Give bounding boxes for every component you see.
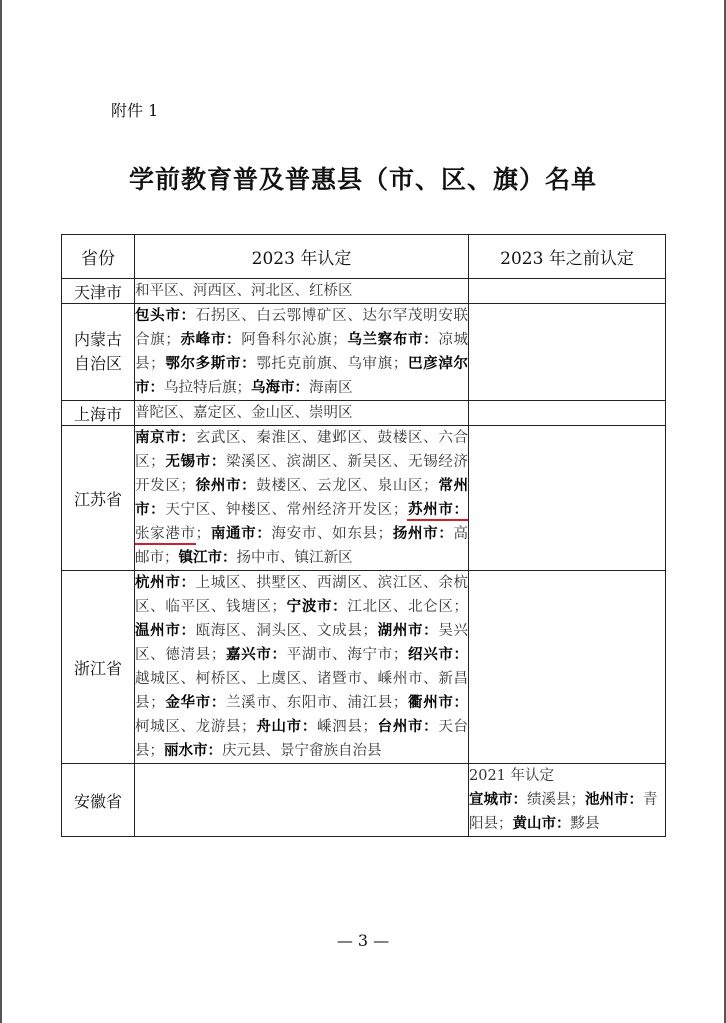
city-label: 包头市： xyxy=(135,307,196,324)
city-label: 衢州市： xyxy=(407,694,469,711)
city-label: 无锡市： xyxy=(164,453,227,470)
highlighted-entry: 张家港市 xyxy=(135,526,196,545)
highlighted-entry: 苏州市： xyxy=(407,501,468,521)
district-list: 海南区 xyxy=(309,380,353,396)
district-list: 嵊泗县； xyxy=(317,719,378,735)
province-cell xyxy=(62,401,135,426)
district-list: 2021 年认定 xyxy=(469,768,555,784)
district-list: 乌拉特后旗； xyxy=(164,380,251,396)
district-list: 玄武区、秦淮区、建邺区、鼓楼区、六合区； xyxy=(135,430,469,470)
city-label: 池州市： xyxy=(585,791,643,808)
city-label: 黄山市： xyxy=(512,815,571,832)
county-list-table xyxy=(61,234,666,837)
table-row xyxy=(62,401,666,426)
city-label: 舟山市： xyxy=(255,718,318,735)
recognized-before-2023-cell xyxy=(469,571,666,764)
district-list: 江北区、北仑区； xyxy=(347,599,469,615)
province-cell xyxy=(62,571,135,764)
city-label: 杭州市： xyxy=(135,574,196,591)
district-list: 越城区、柯桥区、上虞区、诸暨市、嵊州市、新昌县； xyxy=(135,671,468,711)
district-list: 扬中市、镇江新区 xyxy=(236,550,353,566)
province-name: 安徽省 xyxy=(73,791,122,811)
city-label: 宁波市： xyxy=(286,598,348,615)
city-label: 南通市： xyxy=(210,525,272,542)
table-row xyxy=(62,764,666,837)
province-name: 天津市 xyxy=(73,282,122,302)
district-list: 吴兴区、德清县； xyxy=(135,623,469,663)
district-list: 青阳县； xyxy=(469,792,658,832)
table-row xyxy=(62,571,666,764)
city-label: 嘉兴市： xyxy=(225,646,287,663)
district-list: 绩溪县； xyxy=(527,792,585,808)
district-list: 平湖市、海宁市； xyxy=(286,647,408,663)
recognized-2023-cell xyxy=(135,426,469,571)
city-label: 徐州市： xyxy=(195,477,257,494)
city-label: 扬州市： xyxy=(392,525,454,542)
district-list: 柯城区、龙游县； xyxy=(135,719,256,735)
district-list: 和平区、河西区、河北区、红桥区 xyxy=(135,283,353,299)
province-name: 江苏省 xyxy=(73,489,122,509)
district-list: 兰溪市、东阳市、浦江县； xyxy=(226,695,408,711)
district-list: 天宁区、钟楼区、常州经济开发区； xyxy=(165,502,408,518)
table-header-row xyxy=(62,235,666,279)
province-name-line: 内蒙古 xyxy=(73,330,122,349)
city-label: 鄂尔多斯市： xyxy=(164,355,257,372)
recognized-2023-cell xyxy=(135,764,469,837)
city-label: 金华市： xyxy=(164,694,227,711)
city-label: 湖州市： xyxy=(377,622,439,639)
page-edge-left xyxy=(0,0,2,1023)
city-label: 乌海市： xyxy=(251,379,309,396)
province-cell xyxy=(62,279,135,304)
district-list: 天台县； xyxy=(135,719,469,759)
district-list: 鄂托克前旗、乌审旗； xyxy=(256,356,408,372)
header-before-2023: 2023 年之前认定 xyxy=(469,235,666,279)
province-name: 浙江省 xyxy=(73,658,122,678)
city-label: 常州市： xyxy=(135,477,469,518)
province-cell xyxy=(62,764,135,837)
district-list: 梁溪区、滨湖区、新吴区、无锡经济开发区； xyxy=(135,454,469,494)
district-list: 阿鲁科尔沁旗； xyxy=(241,332,347,348)
city-label: 乌兰察布市： xyxy=(346,331,439,348)
recognized-2023-cell xyxy=(135,401,469,426)
province-cell xyxy=(62,304,135,401)
table-row xyxy=(62,304,666,401)
district-list: 高邮市； xyxy=(135,526,469,566)
city-label: 巴彦淖尔市： xyxy=(135,355,469,396)
district-list: 庆元县、景宁畲族自治县 xyxy=(222,743,382,759)
header-province: 省份 xyxy=(62,235,135,279)
city-label: 南京市： xyxy=(135,429,196,446)
district-list: 瓯海区、洞头区、文成县； xyxy=(195,623,378,639)
recognized-2023-cell xyxy=(135,304,469,401)
province-name: 上海市 xyxy=(73,404,122,424)
province-cell xyxy=(62,426,135,571)
attachment-label: 附件 1 xyxy=(111,101,159,120)
recognized-before-2023-cell xyxy=(469,304,666,401)
header-2023: 2023 年认定 xyxy=(135,235,469,279)
district-list: 海安市、如东县； xyxy=(271,526,393,542)
city-label: 赤峰市： xyxy=(179,331,242,348)
district-list: ； xyxy=(195,526,211,542)
city-label: 镇江市： xyxy=(178,549,237,566)
district-list: 凉城县； xyxy=(135,332,469,372)
city-label: 台州市： xyxy=(377,718,439,735)
district-list: 黟县 xyxy=(570,816,600,832)
recognized-2023-cell xyxy=(135,571,469,764)
table-row xyxy=(62,279,666,304)
city-label: 绍兴市： xyxy=(407,646,469,663)
page-title: 学前教育普及普惠县（市、区、旗）名单 xyxy=(128,165,597,194)
table-row xyxy=(62,426,666,571)
recognized-before-2023-cell xyxy=(469,279,666,304)
city-label: 温州市： xyxy=(135,622,196,639)
city-label: 宣城市： xyxy=(469,791,527,808)
recognized-before-2023-cell xyxy=(469,426,666,571)
district-list: 鼓楼区、云龙区、泉山区； xyxy=(256,478,438,494)
district-list: 普陀区、嘉定区、金山区、崇明区 xyxy=(135,405,353,421)
district-list: 石拐区、白云鄂博矿区、达尔罕茂明安联合旗； xyxy=(135,308,469,348)
province-name-line: 自治区 xyxy=(73,354,122,373)
recognized-2023-cell xyxy=(135,279,469,304)
city-label: 丽水市： xyxy=(164,742,222,759)
recognized-before-2023-cell xyxy=(469,401,666,426)
page-number: — 3 — xyxy=(336,931,390,950)
district-list: 上城区、拱墅区、西湖区、滨江区、余杭区、临平区、钱塘区； xyxy=(135,575,469,615)
recognized-before-2023-cell xyxy=(469,764,666,837)
